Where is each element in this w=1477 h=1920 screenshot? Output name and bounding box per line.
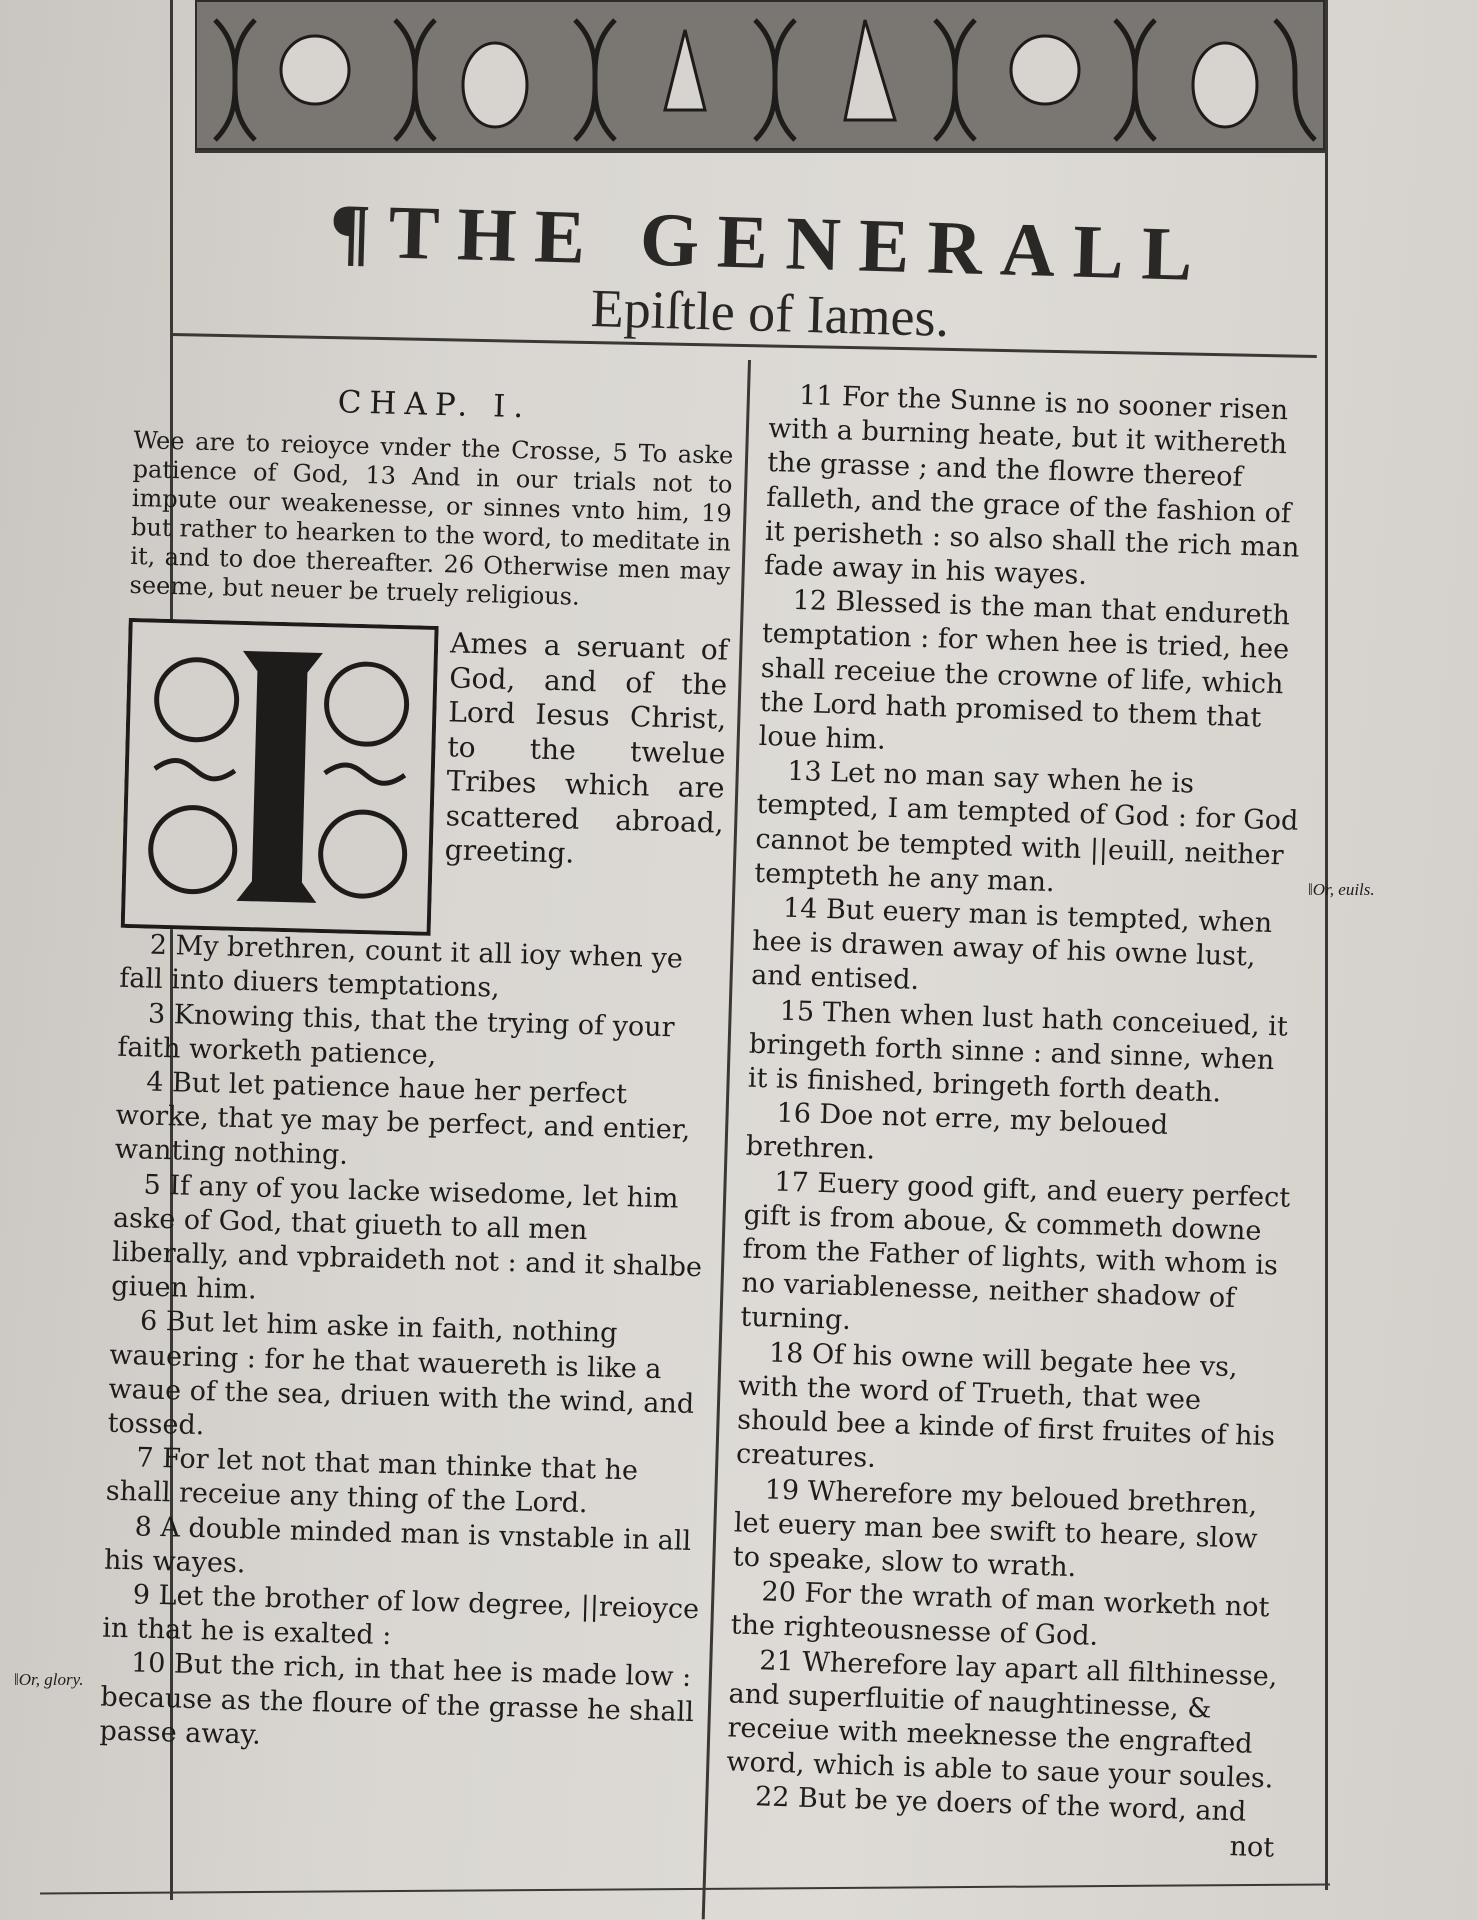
verse-19: 19 Wherefore my beloued brethren, let euery man bee swift to heare, slow to speake, slow to wrath.	[732, 1473, 1258, 1584]
verse-8: 8 A double minded man is vnstable in all his wayes.	[103, 1511, 692, 1580]
chapter-heading: CHAP. I.	[337, 384, 532, 426]
verse-22: 22 But be ye doers of the word, and	[754, 1781, 1247, 1828]
verse-14: 14 But euery man is tempted, when hee is drawen away of his owne lust, and entised.	[750, 892, 1273, 997]
decorated-initial-i-icon	[121, 618, 439, 936]
verse-12: 12 Blessed is the man that endureth temptation : for when hee is tried, hee shall receiue the crowne of life, which the Lord hath promised to them that loue him.	[758, 585, 1291, 756]
right-text-column	[724, 378, 1320, 1865]
verse-20: 20 For the wrath of man worketh not the righteousnesse of God.	[730, 1576, 1270, 1653]
verse-1: Ames a seruant of God, and of the Lord Iesus Christ, to the twelue Tribes which are scattered abroad, greeting.	[444, 626, 729, 870]
catchword: not	[1229, 1830, 1275, 1864]
verse-15: 15 Then when lust hath conceiued, it bringeth forth sinne : and sinne, when it is finished, bringeth forth death.	[747, 995, 1289, 1109]
verse-21: 21 Wherefore lay apart all filthinesse, and superfluitie of naughtinesse, & receiue with meeknesse the engrafted word, which is able to saue your soules.	[726, 1644, 1278, 1795]
marginal-note-right: ‖Or, euils.	[1308, 880, 1375, 899]
opening-verse-block	[121, 618, 729, 944]
bottom-rule	[40, 1883, 1330, 1894]
verse-7: 7 For let not that man thinke that he shall receiue any thing of the Lord.	[105, 1442, 639, 1520]
left-text-column	[99, 380, 735, 1764]
verse-17: 17 Euery good gift, and euery perfect gift is from aboue, & commeth downe from the Father of lights, with whom is no variablenesse, neither shadow of turning.	[739, 1166, 1291, 1337]
verse-10: 10 But the rich, in that hee is made low : because as the floure of the grasse he shall passe away.	[99, 1647, 695, 1751]
marginal-note-left: ‖Or, glory.	[14, 1670, 84, 1689]
book-title: ¶THE GENERALL	[328, 188, 1212, 298]
verse-16: 16 Doe not erre, my beloued brethren.	[745, 1097, 1169, 1167]
verse-5: 5 If any of you lacke wisedome, let him aske of God, that giueth to all men liberally, and vpbraideth not : and it shalbe giuen him.	[110, 1169, 703, 1306]
verse-9: 9 Let the brother of low degree, ||reioyce in that he is exalted :	[101, 1579, 700, 1652]
ornamental-headpiece	[195, 0, 1325, 153]
chapter-summary: Wee are to reioyce vnder the Crosse, 5 To aske patience of God, 13 And in our trials not to impute our weakenesse, or sinnes vnto him, 19 but rather to hearken to the word, to meditate in it, and to doe thereafter. 26 Otherwise men may seeme, but neuer be truely religious.	[129, 426, 734, 611]
verse-2: 2 My brethren, count it all ioy when ye fall into diuers temptations,	[118, 929, 684, 1005]
verse-4: 4 But let patience haue her perfect worke, that ye may be perfect, and entier, wanting nothing.	[114, 1066, 691, 1172]
verse-18: 18 Of his owne will begate hee vs, with the word of Trueth, that wee should bee a kinde of first fruites of his creatures.	[735, 1337, 1276, 1475]
right-border-rule	[1325, 0, 1328, 1890]
book-subtitle: Epiſtle of Iames.	[590, 278, 950, 348]
verse-3: 3 Knowing this, that the trying of your faith worketh patience,	[117, 998, 675, 1071]
verse-13: 13 Let no man say when he is tempted, I am tempted of God : for God cannot be tempted with ||euill, neither tempteth he any man.	[753, 755, 1299, 899]
verse-11: 11 For the Sunne is no sooner risen with a burning heate, but it withereth the grasse ; and the flowre thereof falleth, and the grace of the fashion of it perisheth : so also shall the rich man fade away in his wayes.	[763, 379, 1300, 592]
verse-6: 6 But let him aske in faith, nothing wauering : for he that wauereth is like a waue of the sea, driuen with the wind, and tossed.	[107, 1305, 695, 1442]
